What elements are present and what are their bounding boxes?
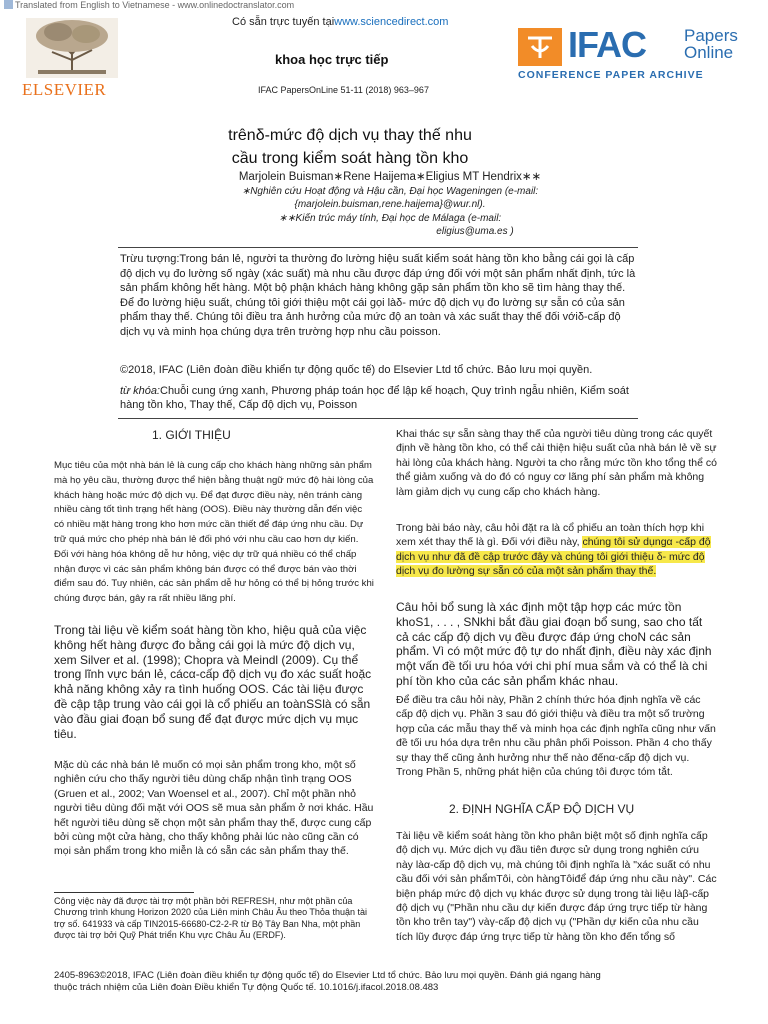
funding-footnote: Công việc này đã được tài trợ một phần bởi REFRESH, như một phần của Chương trình khung Horizon 2020 của Liên minh Châu Âu theo Thỏa thuận tài trợ số. 641933 và cấp TIN2015-66680-C2-2-R từ Bộ Tây Ban Nha, một phần được tài trợ bởi Quỹ Phát triển Khu vực Châu Âu (ERDF). xyxy=(54,896,367,941)
abstract-bottom-rule xyxy=(118,418,638,419)
abstract-copyright: ©2018, IFAC (Liên đoàn điều khiển tự động quốc tế) do Elsevier Ltd tổ chức. Bảo lưu mọi quyền. xyxy=(120,364,593,376)
intro-paragraph-5: Trong bài báo này, câu hỏi đặt ra là cổ phiếu an toàn thích hợp khi xem xét thay thế là gì. Đối với điều này, chúng tôi sử dụngα -cấp độ dịch vụ như đã đề cập trước đây và chúng tôi giới thiệu δ- mức độ dịch vụ đo lường sự sẵn có của một sản phẩm thay thế. xyxy=(396,522,711,578)
sciencedirect-link[interactable]: www.sciencedirect.com xyxy=(334,16,449,28)
availability-line: Có sẵn trực tuyến tạiwww.sciencedirect.com xyxy=(232,16,449,28)
intro-paragraph-7: Để điều tra câu hỏi này, Phần 2 chính thức hóa định nghĩa về các cấp độ dịch vụ. Phần 3 sau đó giới thiệu và điều tra một số trường hợp của các mẫu thay thế và minh họa các định nghĩa cũng như vấn đề tối ưu hóa dựa trên nhu cầu phân phối Poisson. Phần 4 cho thấy sự thay thế cũng ảnh hưởng như thế nào đếnα-cấp độ dịch vụ. Trong Phần 5, những phát hiện của chúng tôi được tóm tắt. xyxy=(396,694,716,779)
affiliation-2: ∗∗Kiến trúc máy tính, Đại học de Málaga (e-mail: eligius@uma.es ) xyxy=(278,213,514,237)
affiliation-1: ∗Nghiên cứu Hoạt động và Hậu cần, Đại học Wageningen (e-mail: {marjolein.buisman,rene.haijema}@wur.nl). xyxy=(241,186,539,210)
intro-paragraph-6: Câu hỏi bổ sung là xác định một tập hợp các mức tồn khoS1, . . . , SNkhi bắt đầu giai đoạn bổ sung, sao cho tất cả các cấp độ dịch vụ đều được đáp ứng choN các sản phẩm. Vì có một mức độ tự do nhất định, điều này xác định một vấn đề tối ưu hóa với chi phí mua sắm và có thể là chi phí tồn kho của các sản phẩm khác nhau. xyxy=(396,600,712,688)
keywords: từ khóa:Chuỗi cung ứng xanh, Phương pháp toán học để lập kế hoạch, Quy trình ngẫu nhiên, Kiểm soát hàng tồn kho, Thay thế, Cấp độ dịch vụ, Poisson xyxy=(120,385,629,411)
intro-paragraph-3: Mặc dù các nhà bán lẻ muốn có mọi sản phẩm trong kho, một số nghiên cứu cho thấy người tiêu dùng chấp nhận tình trạng OOS (Gruen et al., 2002; Van Woensel et al., 2007). Chỉ một phần nhỏ người tiêu dùng đối mặt với OOS sẽ mua sản phẩm ở nơi khác. Hầu hết người tiêu dùng sẽ chọn một sản phẩm thay thế, được cung cấp bởi cùng một cửa hàng, cho thấy không phải lúc nào cũng cần có mọi sản phẩm trong kho miễn là có sẵn các sản phẩm thay thế. xyxy=(54,759,374,858)
publisher-logo-text: ELSEVIER xyxy=(22,80,107,99)
translation-banner[interactable]: Translated from English to Vietnamese - www.onlinedoctranslator.com xyxy=(4,0,294,10)
journal-name: khoa học trực tiếp xyxy=(275,52,389,67)
section-2-heading: 2. ĐỊNH NGHĨA CẤP ĐỘ DỊCH VỤ xyxy=(449,802,635,816)
journal-citation: IFAC PapersOnLine 51-11 (2018) 963–967 xyxy=(258,85,429,95)
ifac-archive-label: CONFERENCE PAPER ARCHIVE xyxy=(518,69,704,81)
translate-icon xyxy=(4,0,13,9)
author-block xyxy=(180,169,600,238)
footnote-rule xyxy=(54,892,194,893)
intro-paragraph-4: Khai thác sự sẵn sàng thay thế của người tiêu dùng trong các quyết định về hàng tồn kho, có thể cải thiện hiệu suất của nhà bán lẻ về sự hài lòng của khách hàng. Người ta cho rằng mức tồn kho tổng thể có thể giảm xuống và do đó có nguy cơ lãng phí sản phẩm mà không làm giảm dịch vụ cung cấp cho khách hàng. xyxy=(396,428,717,498)
page-footer: 2405-8963©2018, IFAC (Liên đoàn điều khiển tự động quốc tế) do Elsevier Ltd tổ chức. Bảo lưu mọi quyền. Đánh giá ngang hàng thuộc trách nhiệm của Liên đoàn Điều khiển Tự động Quốc tế. 10.1016/j.ifacol.2018.08.483 xyxy=(54,970,601,993)
intro-paragraph-2: Trong tài liệu về kiểm soát hàng tồn kho, hiệu quả của việc không hết hàng được đo bằng cái gọi là mức độ dịch vụ, xem Silver et al. (1998); Chopra và Meindl (2009). Cụ thể trong lĩnh vực bán lẻ, cácα-cấp độ dịch vụ đo xác suất hoặc khả năng không xảy ra tình huống OOS. Các tài liệu được đề cập tập trung vào cái gọi là cổ phiếu an toànSSlà có sẵn vào đầu giai đoạn bổ sung để đạt được mức dịch vụ mục tiêu. xyxy=(54,623,372,741)
highlighted-text: chúng tôi sử dụngα -cấp độ dịch vụ như đã đề cập trước đây và chúng tôi giới thiệu δ- mức độ dịch vụ đo lường sự sẵn có của một sản phẩm thay thế. xyxy=(396,536,711,578)
ifac-papers-online: Papers Online xyxy=(684,26,738,62)
ifac-emblem-icon xyxy=(518,28,562,66)
section-1-heading: 1. GIỚI THIỆU xyxy=(152,428,231,442)
abstract-top-rule xyxy=(118,247,638,248)
definitions-paragraph: Tài liệu về kiểm soát hàng tồn kho phân biệt một số định nghĩa cấp độ dịch vụ. Mức dịch vụ đầu tiên được sử dụng trong nghiên cứu này làα-cấp độ dịch vụ, mà chúng tôi định nghĩa là "xác suất có nhu cầu đối với sản phẩmTôi, còn hàngTôiđể đáp ứng nhu cầu này". Các biện pháp mức độ dịch vụ khác được sử dụng trong tài liệu làβ-cấp độ dịch vụ ("Phần nhu cầu dự kiến được đáp ứng trực tiếp từ hàng tồn kho trên tay") vàγ-cấp độ dịch vụ ("Phần dự kiến của nhu cầu tích lũy được đáp ứng trực tiếp từ hàng tồn kho đến tổng số xyxy=(396,830,717,943)
abstract: Trừu tượng:Trong bán lẻ, người ta thường đo lường hiệu suất kiểm soát hàng tồn kho bằng cái gọi là cấp độ dịch vụ đo lường số ngày (xác suất) mà nhu cầu được đáp ứng đối với một sản phẩm nhất định, tức là sản phẩm không hết hàng. Một bộ phận khách hàng không gặp sản phẩm tồn kho sẽ tìm hàng thay thế. Để đo lường hiệu suất, chúng tôi giới thiệu một cái gọi làδ- mức độ dịch vụ đo lường sự sẵn có của sản phẩm thay thế. Chúng tôi điều tra ảnh hưởng của mức độ an toàn và xác suất thay thế đối vớiδ-cấp độ dịch vụ và minh họa chúng dựa trên trường hợp nhu cầu poisson. xyxy=(120,253,636,338)
ifac-logo-text: IFAC xyxy=(568,24,647,65)
paper-title: trênδ-mức độ dịch vụ thay thế nhu cầu trong kiểm soát hàng tồn kho xyxy=(228,127,472,167)
author-list: Marjolein Buisman∗Rene Haijema∗Eligius MT Hendrix∗∗ xyxy=(238,171,542,183)
intro-paragraph-1: Mục tiêu của một nhà bán lẻ là cung cấp cho khách hàng những sản phẩm mà họ yêu cầu, thường được thể hiện bằng thuật ngữ mức độ hài lòng của khách hàng hoặc mức độ dịch vụ. Để đạt được điều này, nên tránh càng nhiều càng tốt tình trạng hết hàng (OOS). Điều này thường dẫn đến việc có nhiều mặt hàng trong kho hơn mức cần thiết để đáp ứng nhu cầu. Dự trữ quá mức cho phép nhà bán lẻ đối phó với nhu cầu cao hơn dự kiến. Đối với hàng hóa không dễ hư hỏng, việc dự trữ quá nhiều có thể chấp nhận được vì các sản phẩm không bán được có thể được bán vào thời điểm sau đó. Tuy nhiên, các sản phẩm dễ hư hỏng có thể bị hỏng trước khi chúng được bán, gây ra rất nhiều lãng phí. xyxy=(54,460,374,605)
